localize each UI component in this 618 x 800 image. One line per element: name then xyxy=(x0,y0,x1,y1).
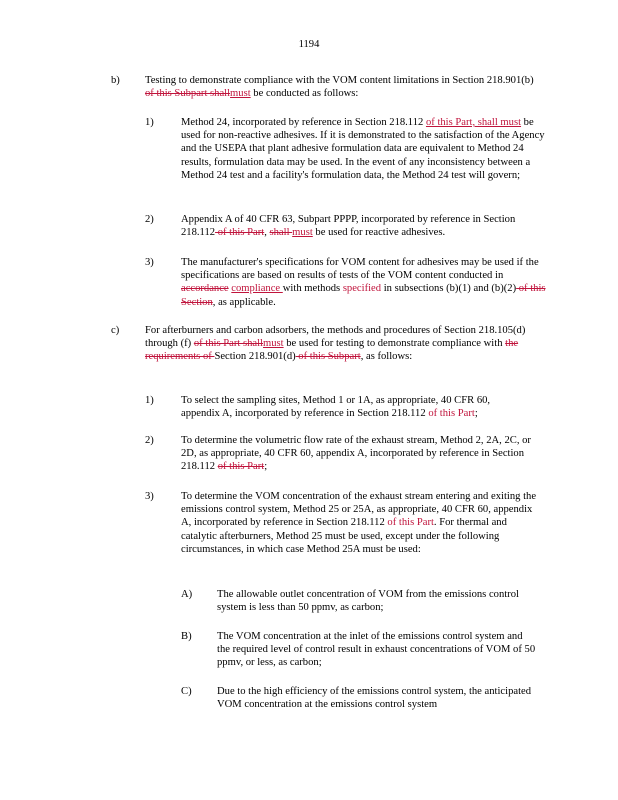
text-run: . For thermal and catalytic afterburners, Method 25 must be used, except under the following circumstances, in which case Method 25A must be used: xyxy=(181,517,507,555)
inserted-text: of this Part, shall must xyxy=(425,117,522,128)
c-subitem-c-label: C) xyxy=(181,686,192,697)
deleted-text: of this Part xyxy=(215,227,265,239)
text-run: , xyxy=(264,227,270,239)
subsection-b-text xyxy=(145,74,540,100)
c-item-3-text xyxy=(181,490,541,556)
inserted-text: must xyxy=(230,88,251,100)
revised-text: specified xyxy=(342,283,382,295)
inserted-text: compliance xyxy=(231,283,283,295)
text-run: The manufacturer's specifications for VOM content for adhesives may be used if the specifications are based on results of tests of the VOM content conducted in xyxy=(181,257,539,282)
c-item-3-label: 3) xyxy=(145,491,154,502)
text-run: To select the sampling sites, Method 1 or 1A, as appropriate, 40 CFR 60, appendix A, incorporated by reference in Section 218.112 xyxy=(181,395,491,420)
c-item-1-label: 1) xyxy=(145,395,154,406)
text-run: The VOM concentration at the inlet of the emissions control system and the required level of control result in exhaust concentrations of VOM of 50 ppmv, or less, as carbon; xyxy=(217,631,536,669)
subsection-b-label: b) xyxy=(111,75,120,86)
text-run: The allowable outlet concentration of VOM from the emissions control system is less than 50 ppmv, as carbon; xyxy=(217,589,519,614)
text-run: Section 218.901(d) xyxy=(214,351,296,363)
revised-text: of this Part xyxy=(387,517,434,529)
text-run: ; xyxy=(264,461,268,473)
c-subitem-a-label: A) xyxy=(181,589,193,600)
text-run: be used for testing to demonstrate compliance with xyxy=(283,338,506,350)
text-run: Due to the high efficiency of the emissions control system, the anticipated VOM concentration at the emissions control system xyxy=(217,686,532,711)
c-item-2-label: 2) xyxy=(145,435,154,446)
b-item-2-label: 2) xyxy=(145,214,154,225)
deleted-text: of this Part xyxy=(217,461,265,473)
text-run: For afterburners and carbon adsorbers, the methods and procedures of Section 218.105(d) through (f) xyxy=(145,325,526,350)
b-item-2-text xyxy=(181,213,546,239)
text-run: in subsections (b)(1) and (b)(2) xyxy=(381,283,517,295)
subsection-c-label: c) xyxy=(111,325,120,336)
b-item-3-label: 3) xyxy=(145,257,154,268)
deleted-text: the requirements of xyxy=(145,338,519,363)
text-run: Testing to demonstrate compliance with the VOM content limitations in Section 218.901(b) xyxy=(145,75,534,86)
c-item-2-text xyxy=(181,434,536,474)
text-run: To determine the volumetric flow rate of the exhaust stream, Method 2, 2A, 2C, or 2D, as appropriate, 40 CFR 60, appendix A, incorporated by reference in Section 218.112 xyxy=(181,435,531,473)
inserted-text: must xyxy=(292,227,313,239)
deleted-text: of this Subpart shall xyxy=(145,88,231,100)
c-subitem-b-label: B) xyxy=(181,631,192,642)
text-run: Method 24, incorporated by reference in Section 218.112 xyxy=(181,117,426,128)
deleted-text: accordance xyxy=(181,283,229,295)
text-run: To determine the VOM concentration of the exhaust stream entering and exiting the emissions control system, Method 25 or 25A, as appropriate, 40 CFR 60, appendix A, incorporated by reference in Section 218.112 xyxy=(181,491,537,529)
deleted-text: shall xyxy=(269,227,293,239)
page-number: 1194 xyxy=(298,39,320,50)
text-run: , as follows: xyxy=(360,351,413,363)
inserted-text: must xyxy=(263,338,284,350)
b-item-1-label: 1) xyxy=(145,117,154,128)
c-subitem-b-text xyxy=(217,630,537,670)
text-run: be conducted as follows: xyxy=(250,88,359,100)
text-run: be used for reactive adhesives. xyxy=(312,227,446,239)
text-run: ; xyxy=(474,408,478,420)
subsection-c-text xyxy=(145,324,535,364)
b-item-1-text xyxy=(181,116,546,182)
revised-text: of this Part xyxy=(428,408,475,420)
text-run: be used for non-reactive adhesives. If it is demonstrated to the satisfaction of the Agency and the USEPA that plant adhesive formulation data are equivalent to Method 24 results, formulation data may be used. In the event of any inconsistency between a Method 24 test and a facility's formulation data, the Method 24 test will govern; xyxy=(181,117,545,181)
deleted-text: of this Subpart xyxy=(295,351,361,363)
c-subitem-a-text xyxy=(217,588,537,614)
text-run: , as applicable. xyxy=(212,296,276,308)
text-run: Appendix A of 40 CFR 63, Subpart PPPP, incorporated by reference in Section 218.112 xyxy=(181,214,516,239)
deleted-text: of this Section xyxy=(181,283,546,308)
text-run: with methods xyxy=(282,283,343,295)
b-item-3-text xyxy=(181,256,546,309)
c-item-1-text xyxy=(181,394,531,420)
deleted-text: of this Part shall xyxy=(193,338,263,350)
c-subitem-c-text xyxy=(217,685,542,711)
